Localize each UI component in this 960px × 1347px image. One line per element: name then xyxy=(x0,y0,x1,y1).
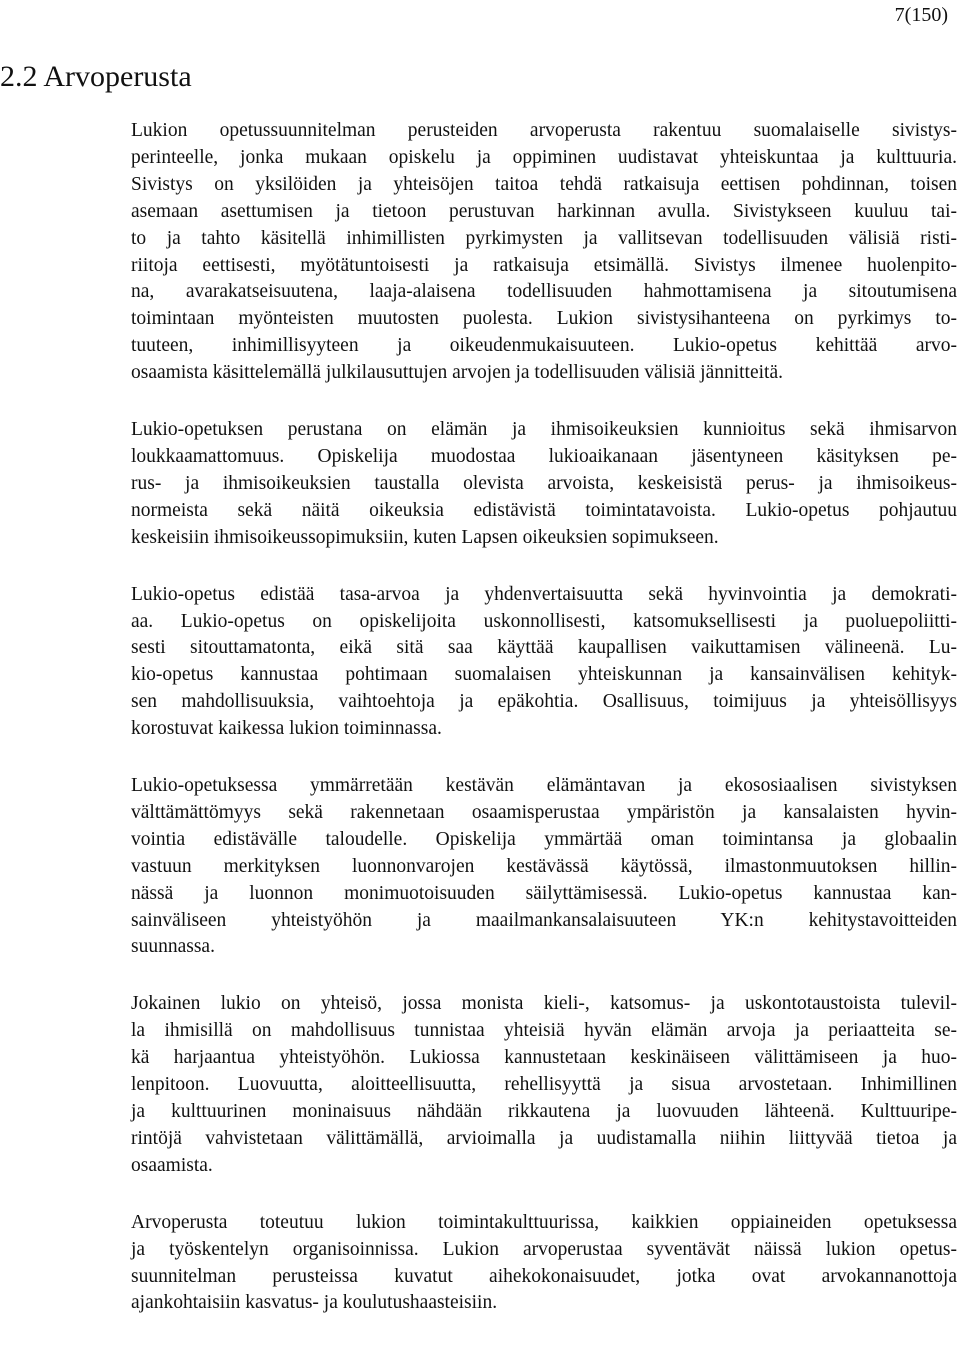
text-line: ja työskentelyn organisoinnissa. Lukion arvoperustaa syventävät näissä lukion opetus- xyxy=(131,1238,957,1260)
text-line: Lukion opetussuunnitelman perusteiden arvoperusta rakentuu suomalaiselle sivistys- xyxy=(131,120,957,141)
text-line: kä harjaantua yhteistyöhön. Lukiossa kannustetaan keskinäiseen välittämiseen ja huo- xyxy=(131,1047,957,1069)
text-line: ja kulttuurinen moninaisuus nähdään rikkautena ja luovuuden lähteenä. Kulttuuripe- xyxy=(131,1101,957,1122)
text-line: nässä ja luonnon monimuotoisuuden säilyttämisessä. Lukio-opetus kannustaa kan- xyxy=(131,882,957,904)
body-text xyxy=(131,118,957,1347)
text-line: Lukio-opetuksen perustana on elämän ja ihmisoikeuksien kunnioitus sekä ihmisarvon xyxy=(131,419,957,441)
text-line: keskeisiin ihmisoikeussopimuksiin, kuten Lapsen oikeuksien sopimukseen. xyxy=(131,526,719,548)
paragraph xyxy=(131,582,957,743)
text-line: välttämättömyys sekä rakennetaan osaamisperustaa ympäristön ja kansalaisten hyvin- xyxy=(131,801,957,823)
text-line: kio-opetus kannustaa pohtimaan suomalaisen yhteiskunnan ja kansainvälisen kehityk- xyxy=(131,664,957,686)
text-line: na, avarakatseisuutena, laaja-alaisena todellisuuden hahmottamisena ja sitoutumisena xyxy=(131,281,957,303)
text-line: Sivistys on yksilöiden ja yhteisöjen taitoa tehdä ratkaisuja eettisen pohdinnan, toisen xyxy=(131,173,957,195)
paragraph xyxy=(131,773,957,961)
text-line: ajankohtaisiin kasvatus- ja koulutushaasteisiin. xyxy=(131,1292,498,1314)
paragraph xyxy=(131,1210,957,1318)
text-line: la ihmisillä on mahdollisuus tunnistaa yhteisiä hyvän elämän arvoja ja periaatteita se- xyxy=(131,1020,957,1042)
paragraph xyxy=(131,118,957,387)
text-line: toimintaan myönteisten muutosten puolesta. Lukion sivistysihanteena on pyrkimys to- xyxy=(131,308,957,330)
text-line: suunnassa. xyxy=(131,936,215,958)
text-line: normeista sekä näitä oikeuksia edistävistä toimintatavoista. Lukio-opetus pohjautuu xyxy=(131,499,957,521)
text-line: vointia edistävälle taloudelle. Opiskelija ymmärtää oman toimintansa ja globaalin xyxy=(131,828,957,850)
section-heading: 2.2 Arvoperusta xyxy=(0,60,192,93)
text-line: vastuun merkityksen luonnonvarojen kestävässä käytössä, ilmastonmuutoksen hillin- xyxy=(131,855,957,877)
text-line: Arvoperusta toteutuu lukion toimintakulttuurissa, kaikkien oppiaineiden opetuksessa xyxy=(131,1211,957,1233)
text-line: rus- ja ihmisoikeuksien taustalla olevista arvoista, keskeisistä perus- ja ihmisoikeus- xyxy=(131,472,957,494)
text-line: sen mahdollisuuksia, vaihtoehtoja ja epäkohtia. Osallisuus, toimijuus ja yhteisöllisyys xyxy=(131,691,957,713)
text-line: asemaan asettumisen ja tietoon perustuvan harkinnan avulla. Sivistykseen kuuluu tai- xyxy=(131,200,957,222)
text-line: suunnitelman perusteissa kuvatut aihekokonaisuudet, jotka ovat arvokannanottoja xyxy=(131,1265,957,1287)
text-line: to ja tahto käsitellä inhimillisten pyrkimysten ja vallitsevan todellisuuden välisiä risti- xyxy=(131,227,957,249)
text-line: lenpitoon. Luovuutta, aloitteellisuutta, rehellisyyttä ja sisua arvostetaan. Inhimillinen xyxy=(131,1074,957,1096)
text-line: Lukio-opetuksessa ymmärretään kestävän elämäntavan ja ekososiaalisen sivistyksen xyxy=(131,775,957,797)
text-line: Lukio-opetus edistää tasa-arvoa ja yhdenvertaisuutta sekä hyvinvointia ja demokrati- xyxy=(131,583,957,605)
page-number: 7(150) xyxy=(894,4,948,26)
text-line: rintöjä vahvistetaan välittämällä, arvioimalla ja uudistamalla niihin liittyvää tietoa ja xyxy=(131,1127,957,1149)
text-line: osaamista. xyxy=(131,1154,213,1176)
text-line: loukkaamattomuus. Opiskelija muodostaa lukioaikanaan jäsentyneen käsityksen pe- xyxy=(131,445,957,467)
text-line: sainväliseen yhteistyöhön ja maailmankansalaisuuteen YK:n kehitystavoitteiden xyxy=(131,909,957,931)
text-line: aa. Lukio-opetus on opiskelijoita uskonnollisesti, katsomuksellisesti ja puoluepoliitti- xyxy=(131,610,957,632)
text-line: osaamista käsittelemällä julkilausuttujen arvojen ja todellisuuden välisiä jännitteitä. xyxy=(131,362,783,384)
text-line: riitoja eettisesti, myötätuntoisesti ja ratkaisuja etsimällä. Sivistys ilmenee huolenpito- xyxy=(131,254,957,276)
text-line: sesti sitouttamatonta, eikä sitä saa käyttää kaupallisen vaikuttamisen välineenä. Lu- xyxy=(131,637,957,659)
text-line: Jokainen lukio on yhteisö, jossa monista kieli-, katsomus- ja uskontotaustoista tulevil- xyxy=(131,993,957,1015)
paragraph xyxy=(131,417,957,552)
paragraph xyxy=(131,991,957,1179)
text-line: tuuteen, inhimillisyyteen ja oikeudenmukaisuuteen. Lukio-opetus kehittää arvo- xyxy=(131,335,957,357)
text-line: korostuvat kaikessa lukion toiminnassa. xyxy=(131,718,442,740)
text-line: perinteelle, jonka mukaan opiskelu ja oppiminen uudistavat yhteiskuntaa ja kulttuuria. xyxy=(131,146,957,168)
